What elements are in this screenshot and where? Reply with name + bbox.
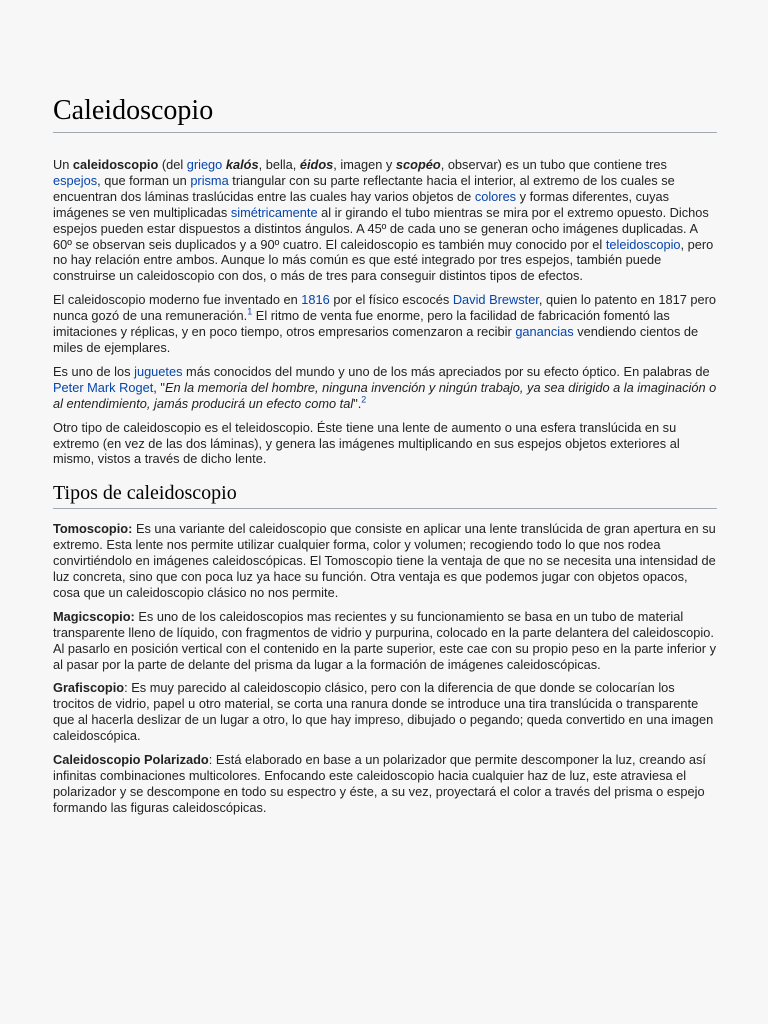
link-ganancias[interactable]: ganancias bbox=[515, 324, 574, 340]
reference-2[interactable]: 2 bbox=[361, 394, 367, 405]
link-teleidoscopio[interactable]: teleidoscopio bbox=[605, 236, 681, 252]
roget-quote: En la memoria del hombre, ninguna invención y ningún trabajo, ya sea dirigido a la imaginación o al entendimiento, jamás producirá un efecto como tal bbox=[53, 379, 717, 411]
teleidoscope-paragraph: Otro tipo de caleidoscopio es el teleidoscopio. Éste tiene una lente de aumento o una esfera translúcida en su extremo (en vez de las dos láminas), y genera las imágenes multiplicando en sus espejos objetos exteriores al mismo, vistos a través de dicho lente. bbox=[53, 419, 680, 467]
type-grafiscopio: Grafiscopio: Es muy parecido al caleidoscopio clásico, pero con la diferencia de que donde se colocarían los trocitos de vidrio, papel u otro material, se corta una ranura donde se introduce una tira translúcida o transparente que al hacerla deslizar de un lugar a otro, lo que hay impreso, dibujado o pegando; queda convertido en una imagen caleidoscópica. bbox=[53, 680, 714, 744]
type-tomoscopio: Tomoscopio: Es una variante del caleidoscopio que consiste en aplicar una lente translúcida de gran apertura en su extremo. Esta lente nos permite utilizar cualquier forma, color y volumen; recogiendo todo lo que nos rodea convirtiéndolo en imágenes caleidoscópicas. El Tomoscopio tiene la ventaja de que no se necesita una intensidad de luz concreta, sino que con poca luz ya hace su función. Otra ventaja es que podemos jugar con objetos opacos, cosa que un caleidoscopio clásico no nos permite. bbox=[53, 521, 716, 600]
link-david-brewster[interactable]: David Brewster bbox=[452, 292, 539, 308]
reference-1[interactable]: 1 bbox=[247, 306, 253, 317]
popularity-paragraph: Es uno de los juguetes más conocidos del mundo y uno de los más apreciados por su efecto óptico. En palabras de Peter Mark Roget, "En la memoria del hombre, ninguna invención y ningún trabajo, ya sea dirigido a la imaginación o al entendimiento, jamás producirá un efecto como tal".$^2$ bbox=[53, 363, 717, 411]
link-griego[interactable]: griego bbox=[186, 157, 223, 172]
term-eidos: éidos bbox=[299, 157, 334, 172]
term-scopeo: scopéo bbox=[395, 157, 441, 172]
type-magicscopio: Magicscopio: Es uno de los caleidoscopios mas recientes y su funcionamiento se basa en un tubo de material transparente lleno de líquido, con fragmentos de vidrio y purpurina, colocado en la parte delantera del caleidoscopio. Al pasarlo en posición vertical con el contenido en la parte superior, este cae con su propio peso en la parte inferior y al pasar por la parte de delante del prisma da lugar a la formación de imágenes caleidoscópicas. bbox=[53, 608, 716, 672]
type-term: Tomoscopio: bbox=[53, 521, 133, 537]
link-simetricamente[interactable]: simétricamente bbox=[230, 204, 318, 220]
term-kalos: kalós bbox=[225, 157, 259, 172]
type-term: Magicscopio: bbox=[53, 608, 135, 624]
type-term: Caleidoscopio Polarizado bbox=[53, 752, 209, 768]
link-colores[interactable]: colores bbox=[474, 188, 517, 204]
link-prisma[interactable]: prisma bbox=[190, 172, 229, 188]
type-polarizado: Caleidoscopio Polarizado: Está elaborado en base a un polarizador que permite descomponer la luz, creando así infinitas combinaciones multicolores. Enfocando este caleidoscopio hacia cualquier haz de luz, este atraviesa el polarizador y se descompone en todo su espectro y éste, a su vez, proyectará el color a través del prisma o espejo formando las figuras caleidoscópicas. bbox=[53, 752, 706, 815]
article-content bbox=[53, 0, 717, 824]
link-1816[interactable]: 1816 bbox=[301, 292, 330, 308]
history-paragraph: El caleidoscopio moderno fue inventado en 1816 por el físico escocés David Brewster, quien lo patento en 1817 pero nunca gozó de una remuneración.$^1$ El ritmo de venta fue enorme, pero la facilidad de fabricación fomentó las imitaciones y réplicas, y en poco tiempo, otros empresarios comenzaron a recibir ganancias vendiendo cientos de miles de ejemplares. bbox=[53, 292, 717, 355]
link-juguetes[interactable]: juguetes bbox=[134, 363, 183, 379]
page-title: Caleidoscopio bbox=[53, 0, 717, 133]
section-heading-types: Tipos de caleidoscopio bbox=[53, 481, 717, 509]
link-espejos[interactable]: espejos bbox=[53, 172, 98, 188]
intro-paragraph: Un caleidoscopio (del griego kalós, bella, éidos, imagen y scopéo, observar) es un tubo que contiene tres espejos, que forman un prisma triangular con su parte reflectante hacia el interior, al extremo de los cuales se encuentran dos láminas traslúcidas entre las cuales hay varios objetos de colores y formas diferentes, cuyas imágenes se ven multiplicadas simétricamente al ir girando el tubo mientras se mira por el extremo opuesto. Dichos espejos pueden estar dispuestos a distintos ángulos. A 45º de cada uno se generan ocho imágenes duplicadas. A 60º se observan seis duplicados y a 90º cuatro. El caleidoscopio es también muy conocido por el teleidoscopio, pero no hay relación entre ambos. Aunque lo más común es que esté integrado por tres espejos, también puede construirse un caleidoscopio con dos, o más de tres para conseguir distintos tipos de efectos. bbox=[53, 157, 714, 284]
link-peter-mark-roget[interactable]: Peter Mark Roget bbox=[53, 379, 154, 395]
term-caleidoscopio: caleidoscopio bbox=[72, 157, 159, 172]
type-term: Grafiscopio bbox=[53, 680, 125, 696]
